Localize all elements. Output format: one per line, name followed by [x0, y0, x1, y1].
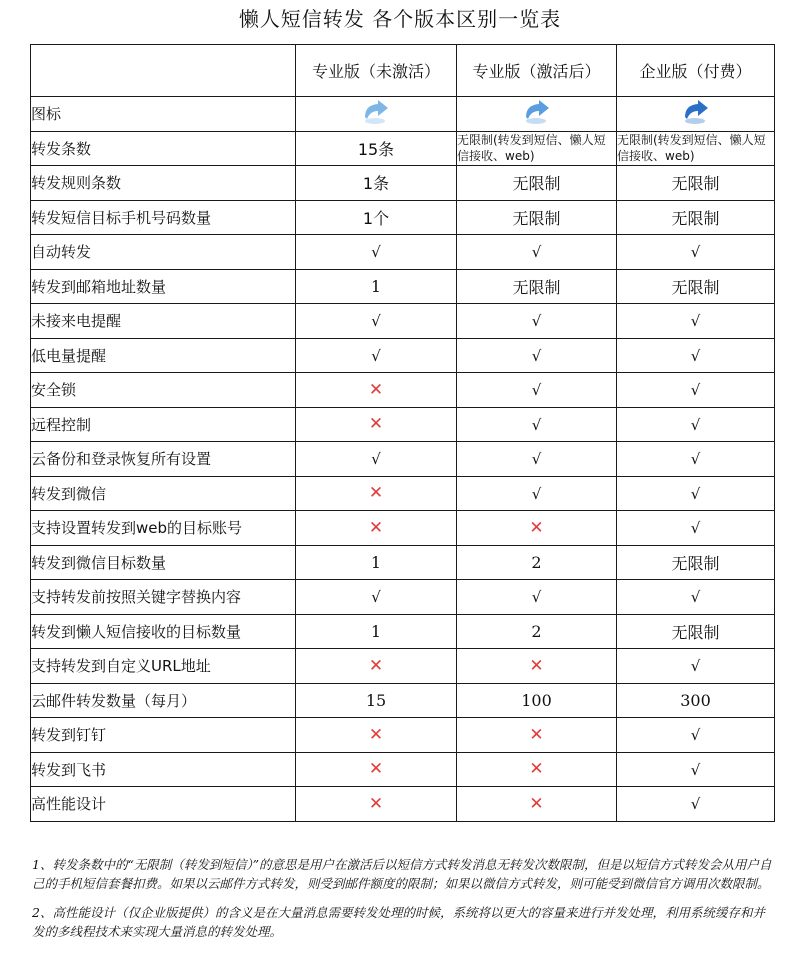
app-icon-dark: [681, 99, 711, 129]
value-cell: [296, 752, 457, 787]
check-icon: √: [531, 381, 542, 400]
row-label: 高性能设计: [31, 787, 296, 822]
cross-icon: ✕: [368, 483, 384, 504]
row-label: 转发到微信: [31, 476, 296, 511]
check-icon: √: [531, 588, 542, 607]
table-row: [31, 442, 775, 477]
header-enterprise: 企业版（付费）: [617, 45, 775, 97]
table-row: [31, 752, 775, 787]
cross-icon: ✕: [368, 759, 384, 780]
table-row: [31, 545, 775, 580]
table-row: [31, 166, 775, 201]
cross-icon: ✕: [368, 724, 384, 745]
value-cell: 无限制: [617, 166, 775, 201]
table-row: [31, 338, 775, 373]
header-row: [31, 45, 775, 97]
value-cell: 无限制(转发到短信、懒人短信接收、web): [617, 131, 775, 166]
row-label: 转发到飞书: [31, 752, 296, 787]
cross-icon: ✕: [368, 379, 384, 400]
check-icon: √: [371, 243, 381, 262]
value-cell: [617, 442, 775, 477]
row-label: 图标: [31, 97, 296, 132]
footnote-2: 2、高性能设计（仅企业版提供）的含义是在大量消息需要转发处理的时候，系统将以更大的容量来进行并发处理，利用系统缓存和并发的多线程技术来实现大量消息的转发处理。: [32, 905, 765, 939]
table-row: [31, 718, 775, 753]
table-row: [31, 131, 775, 166]
value-cell: [457, 787, 617, 822]
row-label: 支持设置转发到web的目标账号: [31, 511, 296, 546]
value-cell: [617, 373, 775, 408]
header-pro-inactive: 专业版（未激活）: [296, 45, 457, 97]
value-cell: 无限制: [617, 614, 775, 649]
value-cell: [457, 407, 617, 442]
table-row: [31, 200, 775, 235]
cross-icon: ✕: [368, 414, 384, 435]
footnote-1: 1、转发条数中的“无限制（转发到短信）”的意思是用户在激活后以短信方式转发消息无转发次数限制，但是以短信方式转发会从用户自己的手机短信套餐扣费。如果以云邮件方式转发，则受到邮件额度的限制；如果以微信方式转发，则可能受到微信官方调用次数限制。: [32, 857, 772, 891]
cross-icon: ✕: [368, 517, 384, 538]
value-cell: [457, 235, 617, 270]
value-cell: 无限制: [457, 166, 617, 201]
table-row: [31, 683, 775, 718]
check-icon: √: [690, 795, 701, 814]
table-row: [31, 373, 775, 408]
table-row: [31, 304, 775, 339]
row-label: 未接来电提醒: [31, 304, 296, 339]
value-cell: [296, 580, 457, 615]
check-icon: √: [531, 312, 542, 331]
cross-icon: ✕: [529, 724, 544, 745]
row-label: 云备份和登录恢复所有设置: [31, 442, 296, 477]
value-cell: 1条: [296, 166, 457, 201]
value-cell: 2: [457, 614, 617, 649]
value-cell: [296, 407, 457, 442]
comparison-table: [30, 44, 775, 822]
value-cell: [296, 442, 457, 477]
value-cell: 2: [457, 545, 617, 580]
value-cell: [617, 338, 775, 373]
row-label: 转发到懒人短信接收的目标数量: [31, 614, 296, 649]
check-icon: √: [371, 312, 381, 331]
value-cell: [296, 511, 457, 546]
value-cell: 无限制(转发到短信、懒人短信接收、web): [457, 131, 617, 166]
check-icon: √: [531, 243, 542, 262]
value-cell: [617, 580, 775, 615]
check-icon: √: [690, 519, 701, 538]
table-row: [31, 649, 775, 684]
value-cell: 1: [296, 269, 457, 304]
value-cell: [617, 649, 775, 684]
cross-icon: ✕: [368, 793, 384, 814]
value-cell: 无限制: [457, 269, 617, 304]
value-cell: 100: [457, 683, 617, 718]
check-icon: √: [531, 450, 542, 469]
value-cell: [617, 752, 775, 787]
cross-icon: ✕: [529, 793, 544, 814]
value-cell: [296, 476, 457, 511]
value-cell: [296, 235, 457, 270]
row-label: 支持转发前按照关键字替换内容: [31, 580, 296, 615]
value-cell: 无限制: [617, 200, 775, 235]
check-icon: √: [690, 415, 701, 434]
value-cell: [617, 304, 775, 339]
check-icon: √: [371, 346, 381, 365]
value-cell: [296, 787, 457, 822]
row-label: 转发到微信目标数量: [31, 545, 296, 580]
check-icon: √: [690, 312, 701, 331]
value-cell: 无限制: [457, 200, 617, 235]
row-label: 转发规则条数: [31, 166, 296, 201]
row-label: 转发短信目标手机号码数量: [31, 200, 296, 235]
row-label: 低电量提醒: [31, 338, 296, 373]
check-icon: √: [690, 760, 701, 779]
row-label: 支持转发到自定义URL地址: [31, 649, 296, 684]
row-label: 转发条数: [31, 131, 296, 166]
value-cell: [296, 373, 457, 408]
value-cell: [457, 476, 617, 511]
row-label: 远程控制: [31, 407, 296, 442]
value-cell: [617, 476, 775, 511]
value-cell: [457, 304, 617, 339]
value-cell: [617, 511, 775, 546]
table-row: [31, 614, 775, 649]
value-cell: 300: [617, 683, 775, 718]
value-cell: [457, 338, 617, 373]
check-icon: √: [690, 484, 701, 503]
icon-cell: [296, 97, 457, 132]
value-cell: [457, 511, 617, 546]
table-row: [31, 787, 775, 822]
header-blank-cell: [31, 45, 296, 97]
table-row: [31, 580, 775, 615]
value-cell: [296, 649, 457, 684]
value-cell: 1: [296, 614, 457, 649]
check-icon: √: [690, 450, 701, 469]
value-cell: 15: [296, 683, 457, 718]
table-row: [31, 476, 775, 511]
value-cell: [296, 304, 457, 339]
check-icon: √: [531, 346, 542, 365]
cross-icon: ✕: [368, 655, 384, 676]
cross-icon: ✕: [529, 655, 544, 676]
value-cell: [296, 338, 457, 373]
header-pro-active: 专业版（激活后）: [457, 45, 617, 97]
check-icon: √: [371, 450, 381, 469]
value-cell: 1个: [296, 200, 457, 235]
check-icon: √: [690, 657, 701, 676]
value-cell: 无限制: [617, 269, 775, 304]
check-icon: √: [690, 243, 701, 262]
table-row: [31, 269, 775, 304]
row-label: 自动转发: [31, 235, 296, 270]
row-label: 云邮件转发数量（每月）: [31, 683, 296, 718]
value-cell: [617, 787, 775, 822]
row-label: 转发到邮箱地址数量: [31, 269, 296, 304]
value-cell: [457, 649, 617, 684]
value-cell: [617, 407, 775, 442]
check-icon: √: [531, 484, 542, 503]
check-icon: √: [690, 346, 701, 365]
cross-icon: ✕: [529, 517, 544, 538]
value-cell: [296, 718, 457, 753]
value-cell: [457, 752, 617, 787]
row-label: 安全锁: [31, 373, 296, 408]
check-icon: √: [690, 726, 701, 745]
app-icon-medium: [522, 99, 552, 129]
icon-cell: [457, 97, 617, 132]
value-cell: [457, 580, 617, 615]
value-cell: [617, 718, 775, 753]
check-icon: √: [690, 381, 701, 400]
table-row: [31, 407, 775, 442]
check-icon: √: [371, 588, 381, 607]
value-cell: 15条: [296, 131, 457, 166]
value-cell: 1: [296, 545, 457, 580]
value-cell: [457, 718, 617, 753]
value-cell: [457, 442, 617, 477]
app-icon-light: [361, 99, 391, 129]
table-row: [31, 511, 775, 546]
value-cell: 无限制: [617, 545, 775, 580]
check-icon: √: [531, 415, 542, 434]
value-cell: [457, 373, 617, 408]
footnotes: [32, 855, 774, 951]
page-title: 懒人短信转发 各个版本区别一览表: [238, 7, 562, 31]
icon-cell: [617, 97, 775, 132]
icon-row: [31, 97, 775, 132]
cross-icon: ✕: [529, 759, 544, 780]
value-cell: [617, 235, 775, 270]
row-label: 转发到钉钉: [31, 718, 296, 753]
table-row: [31, 235, 775, 270]
check-icon: √: [690, 588, 701, 607]
